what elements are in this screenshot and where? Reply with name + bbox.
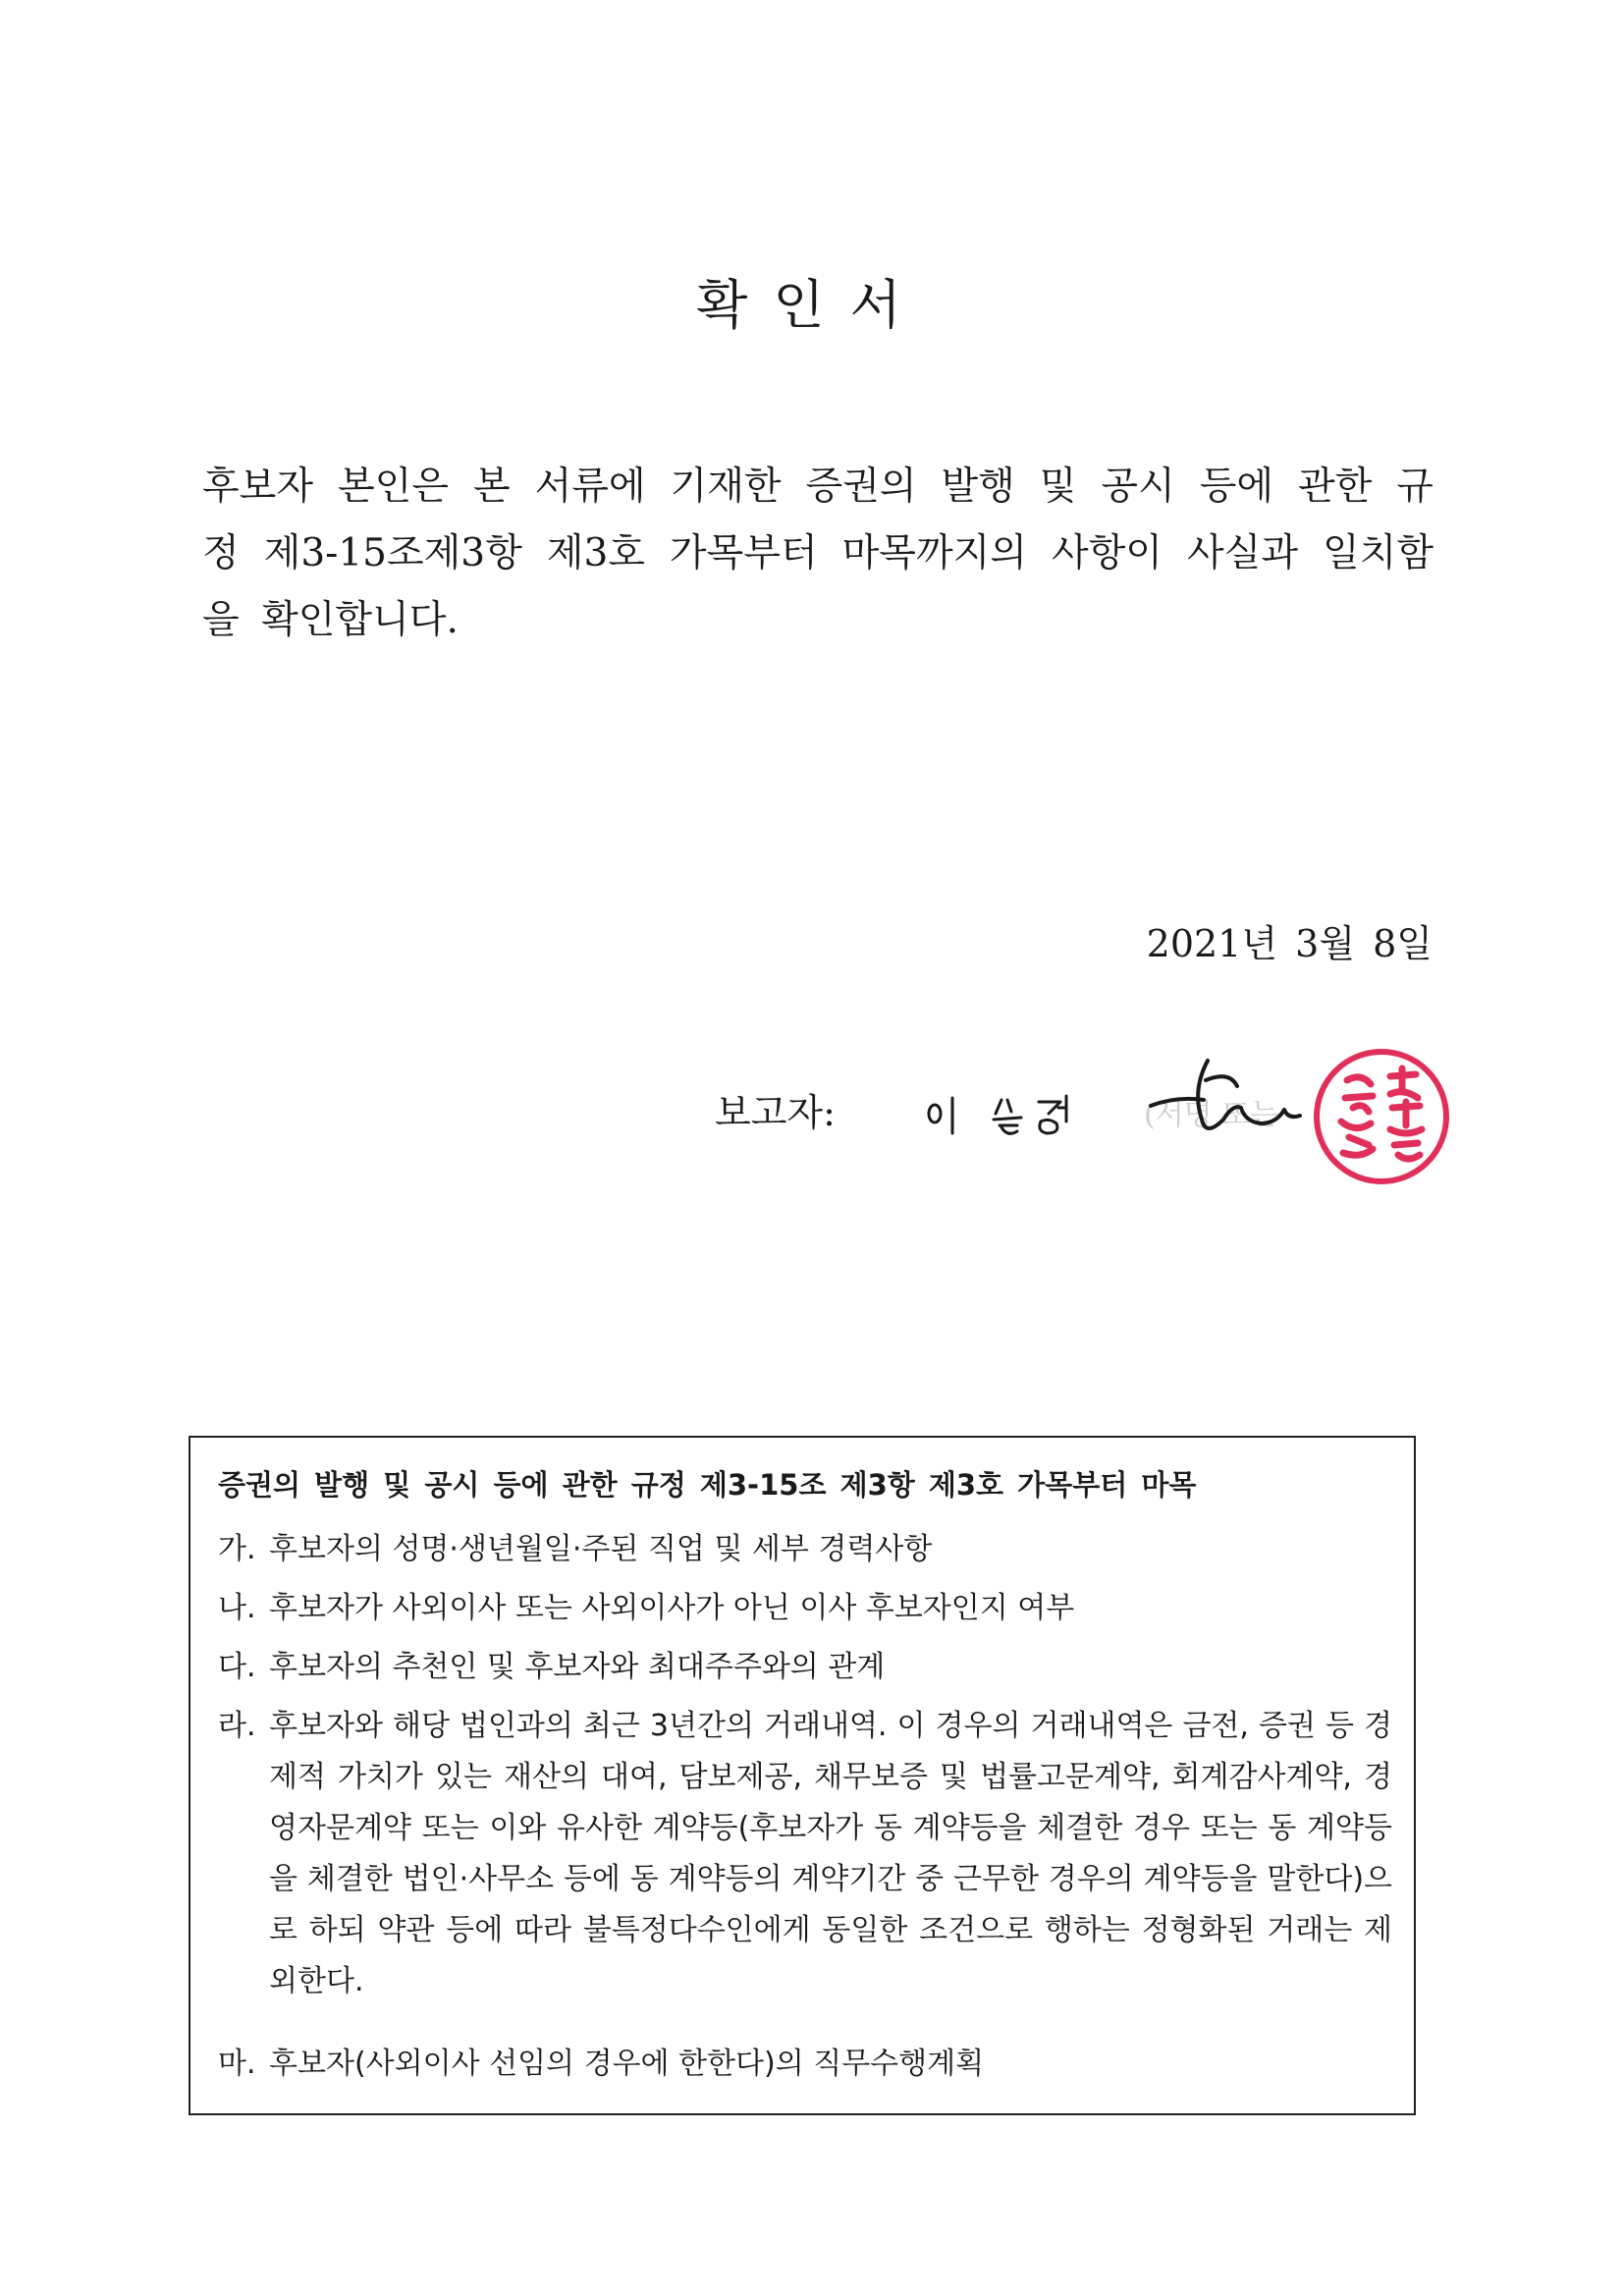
- handwritten-signature: [1147, 1051, 1324, 1149]
- list-item-text: 후보자의 추천인 및 후보자와 최대주주와의 관계: [269, 1650, 886, 1684]
- handwritten-name-signature: [923, 1078, 1100, 1147]
- document-date: 2021년 3월 8일: [1146, 922, 1433, 965]
- reference-box-title: 증권의 발행 및 공시 등에 관한 규정 제3-15조 제3항 제3호 가목부터 마목: [218, 1468, 1197, 1502]
- list-item-text: 후보자의 성명·생년월일·주된 직업 및 세부 경력사항: [269, 1532, 933, 1566]
- faint-signature-label: (서명 또는: [1144, 1098, 1279, 1132]
- regulation-reference-box: [189, 1436, 1416, 2115]
- reporter-label: 보고자:: [715, 1091, 836, 1134]
- official-seal-icon: [1308, 1043, 1455, 1190]
- list-item-marker: 나.: [218, 1591, 256, 1625]
- list-item-ra: [218, 1701, 1392, 2007]
- list-item-da: [218, 1642, 1392, 1693]
- list-item-marker: 마.: [218, 2047, 256, 2081]
- list-item-ga: [218, 1524, 1392, 1575]
- confirmation-statement: 후보자 본인은 본 서류에 기재한 증권의 발행 및 공시 등에 관한 규정 제3-15조제3항 제3호 가목부터 마목까지의 사항이 사실과 일치함을 확인합니다.: [202, 465, 1434, 642]
- page-title: 확인서: [696, 274, 927, 336]
- list-item-marker: 다.: [218, 1650, 256, 1684]
- list-item-marker: 라.: [218, 1709, 256, 1743]
- list-item-na: [218, 1583, 1392, 1634]
- list-item-text: 후보자(사외이사 선임의 경우에 한한다)의 직무수행계획: [269, 2047, 985, 2081]
- list-item-ma: [218, 2039, 1392, 2090]
- list-item-text: 후보자가 사외이사 또는 사외이사가 아닌 이사 후보자인지 여부: [269, 1591, 1075, 1625]
- list-item-marker: 가.: [218, 1532, 256, 1566]
- list-item-text: 후보자와 해당 법인과의 최근 3년간의 거래내역. 이 경우의 거래내역은 금전, 증권 등 경제적 가치가 있는 재산의 대여, 담보제공, 채무보증 및 법률고문계약, 회계감사계약, 경영자문계약 또는 이와 유사한 계약등(후보자가 동 계약등을 체결한 경우 또는 동 계약등을 체결한 법인·사무소 등에 동 계약등의 계약기간 중 근무한 경우의 계약등을 말한다)으로 하되 약관 등에 따라 불특정다수인에게 동일한 조건으로 행하는 정형화된 거래는 제외한다.: [269, 1709, 1392, 1998]
